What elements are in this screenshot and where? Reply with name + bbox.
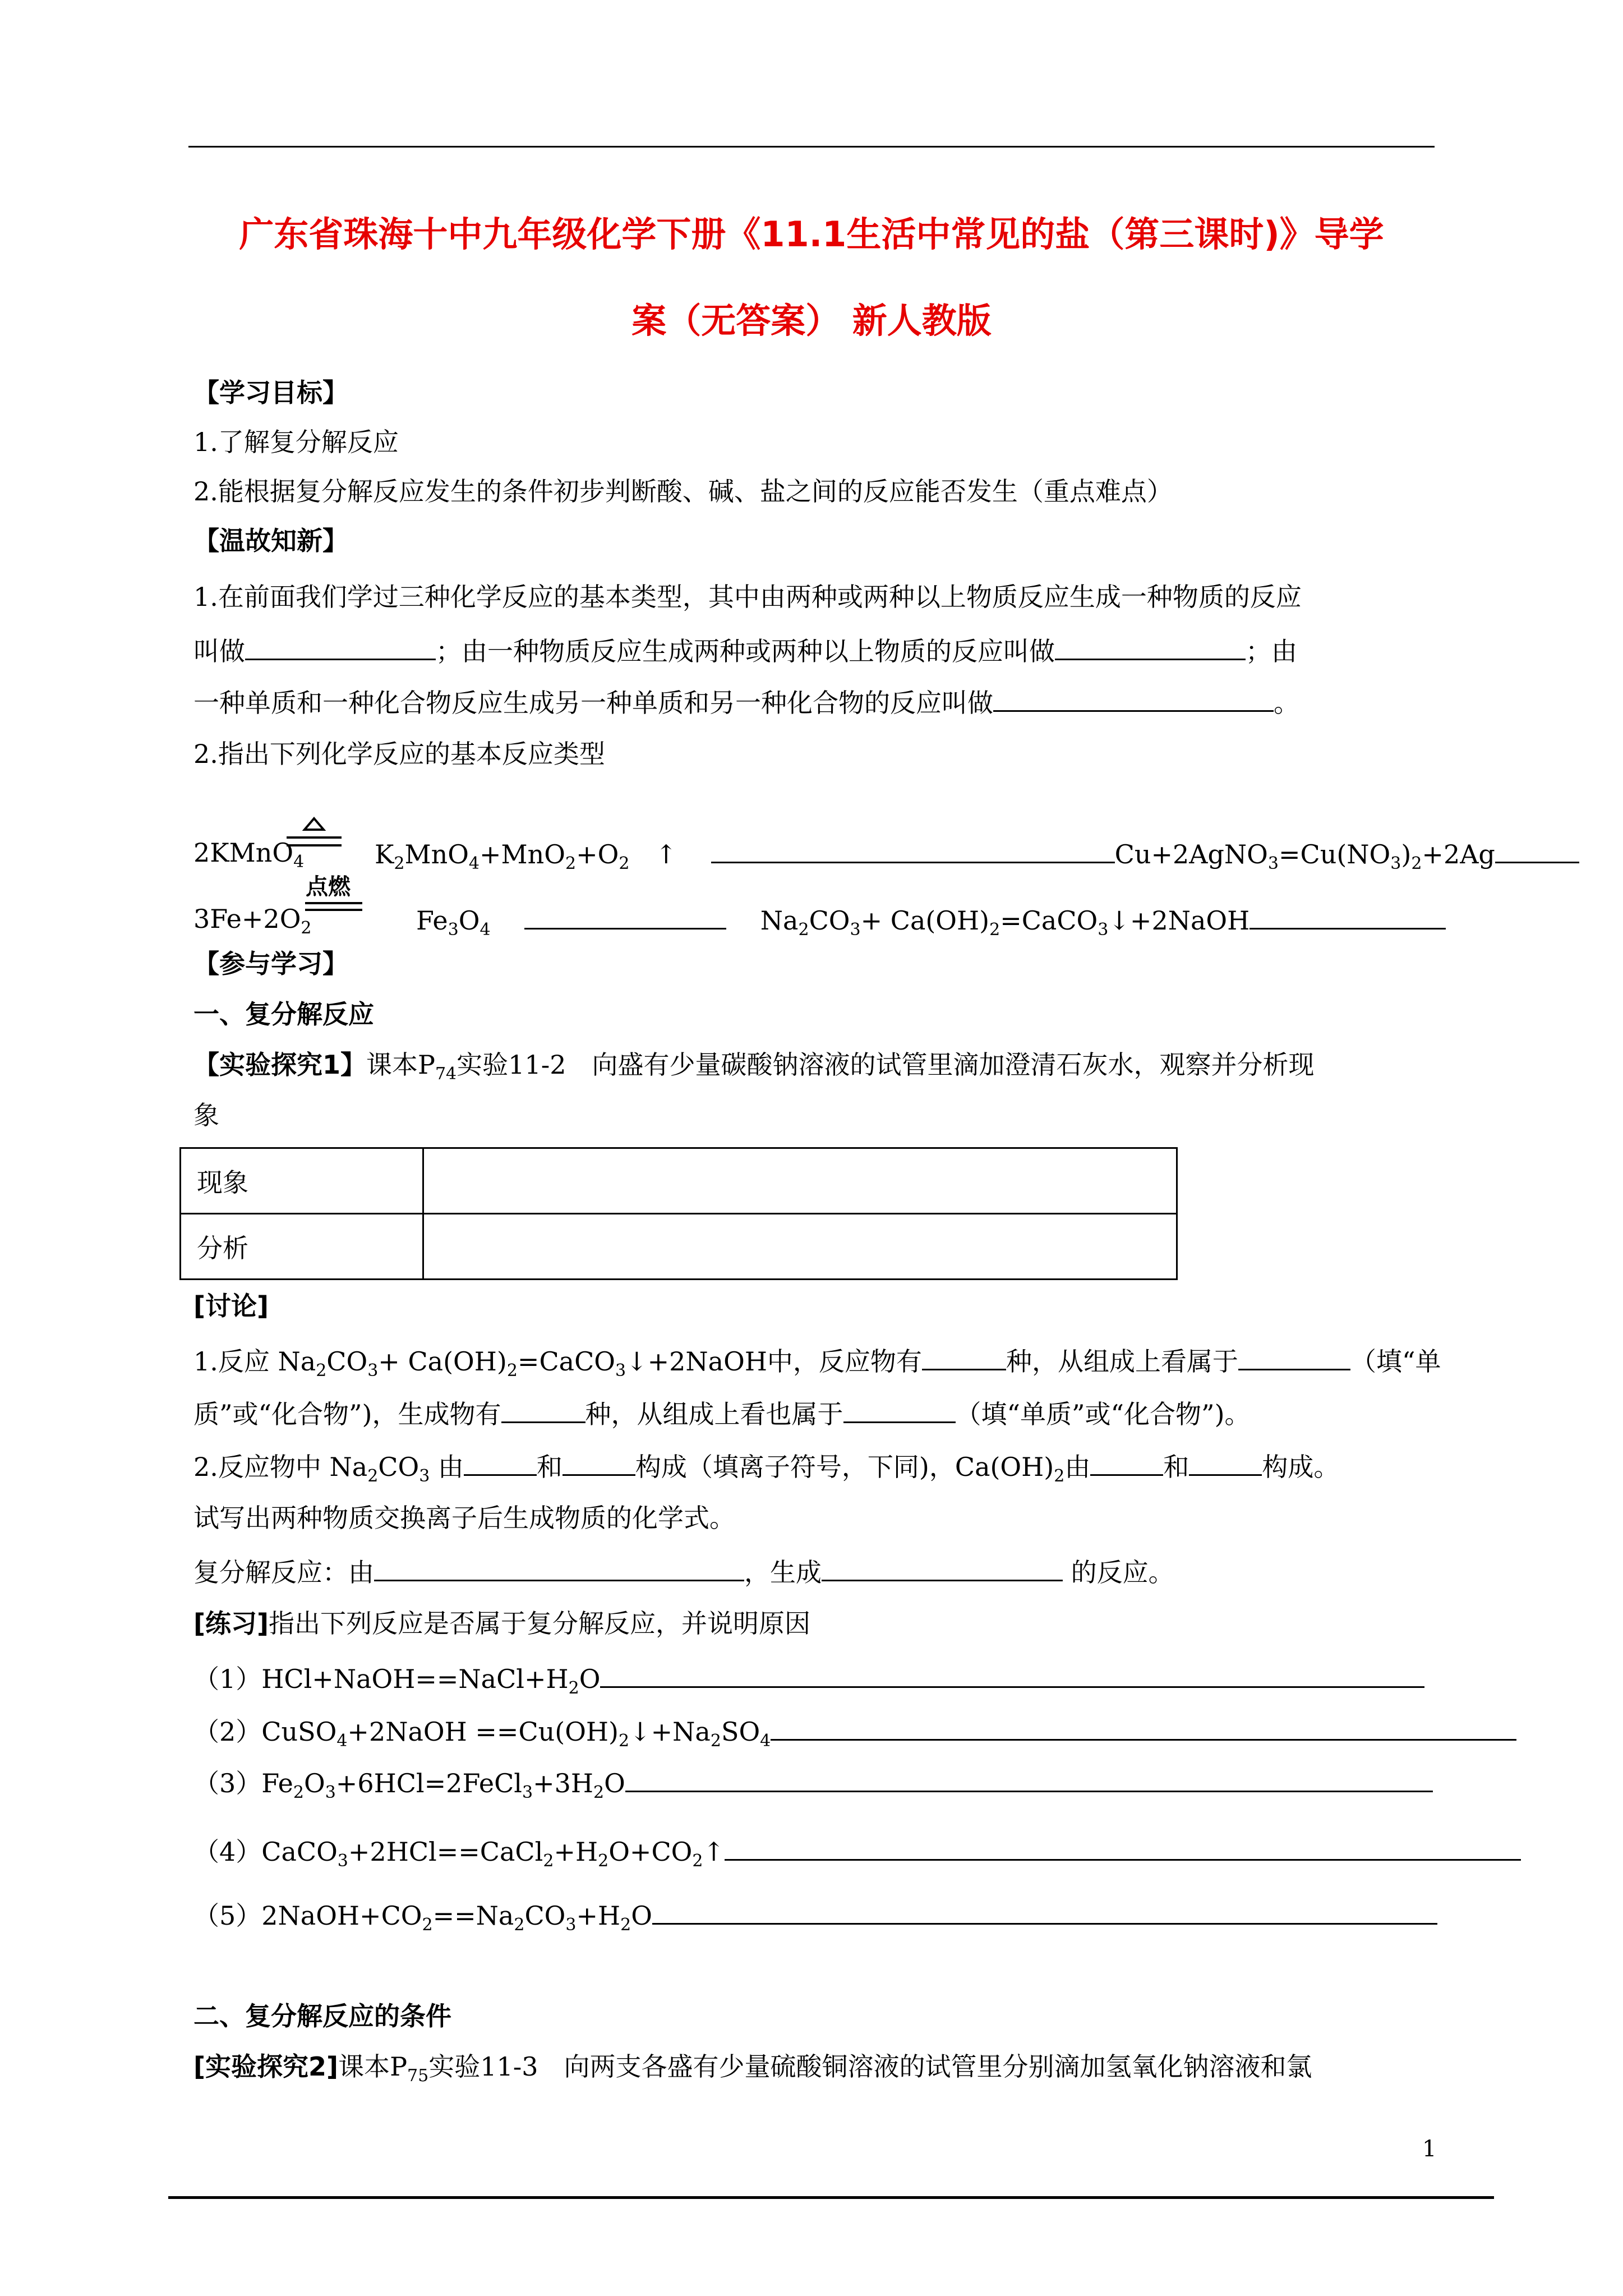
review-q1-line2: 叫做 ；由一种物质反应生成两种或两种以上物质的反应叫做 ；由 (193, 634, 1297, 667)
answer-blank[interactable] (374, 1555, 744, 1581)
practice-item-3: $(3)Fe_2O_3+6HCl=2FeCl_3+3H_2O$ (193, 1766, 1433, 1799)
ignition-condition-label: 点燃 (306, 874, 351, 900)
discuss-q3: 试写出两种物质交换离子后生成物质的化学式。 (193, 1503, 735, 1533)
answer-blank[interactable] (922, 1344, 1006, 1370)
practice-item-1: $(1)HCl+NaOH==NaCl+H_2O$ (193, 1662, 1424, 1695)
answer-blank[interactable] (725, 1834, 1521, 1861)
equation-fe-left: $3Fe+2O_2$ (193, 904, 312, 938)
equals-sign-icon (303, 901, 365, 912)
answer-blank[interactable] (711, 837, 1115, 863)
definition-line: 复分解反应：由 ，生成 的反应。 (193, 1555, 1174, 1588)
table-row (181, 1148, 1177, 1214)
answer-blank[interactable] (464, 1450, 537, 1476)
answer-blank[interactable] (652, 1898, 1437, 1925)
table-label: 现象 (181, 1148, 423, 1214)
answer-blank[interactable] (1090, 1450, 1163, 1476)
doc-title-line1: 广东省珠海十中九年级化学下册《11.1生活中常见的盐（第三课时)》导学 (239, 214, 1384, 255)
section1-heading: 一、复分解反应 (193, 999, 374, 1029)
discuss-q1-line1: 1.反应 $Na_2CO_3+$ $Ca(OH)_2=CaCO_3↓+2NaOH$中，反应物有 种，从组成上看属于 （填“单 (193, 1344, 1441, 1377)
doc-title-line2: 案（无答案） 新人教版 (631, 300, 992, 341)
discuss-q2: 2.反应物中 $Na_2CO_3$ 由 和 构成（填离子符号，下同)，$Ca(OH)_2$由 和 构成。 (193, 1450, 1339, 1483)
equation-kmno4-left: 2KMnO$_4$ (193, 838, 305, 872)
answer-blank[interactable] (625, 1766, 1433, 1792)
section2-heading: 二、复分解反应的条件 (193, 2001, 451, 2031)
answer-blank[interactable] (524, 903, 726, 930)
heating-condition-icon (283, 816, 345, 855)
answer-blank[interactable] (843, 1397, 956, 1423)
answer-blank[interactable] (1495, 837, 1579, 863)
practice-item-4: $(4)CaCO_3+2HCl==CaCl_2+H_2O+CO_2↑$ (193, 1834, 1521, 1867)
answer-blank[interactable] (1189, 1450, 1262, 1476)
answer-cell[interactable] (423, 1214, 1177, 1280)
answer-cell[interactable] (423, 1148, 1177, 1214)
experiment1-line1: 【实验探究1】课本$P_{74}$实验11-2 向盛有少量碳酸钠溶液的试管里滴加澄清石灰水，观察并分析现 (193, 1050, 1315, 1084)
table-label: 分析 (181, 1214, 423, 1280)
review-q1-line3: 一种单质和一种化合物反应生成另一种单质和另一种化合物的反应叫做 。 (193, 685, 1299, 719)
answer-blank[interactable] (822, 1555, 1063, 1581)
footer-rule (168, 2196, 1494, 2199)
answer-blank[interactable] (501, 1397, 585, 1423)
review-heading: 【温故知新】 (193, 526, 348, 556)
review-q1-line1: 1.在前面我们学过三种化学反应的基本类型，其中由两种或两种以上物质反应生成一种物质的反应 (193, 582, 1302, 612)
goals-heading: 【学习目标】 (193, 378, 348, 408)
answer-blank[interactable] (562, 1450, 635, 1476)
table-row (181, 1214, 1177, 1280)
page-number: 1 (1422, 2136, 1437, 2162)
equation-fe-right: $Fe_3O_4$ $Na_2CO_3+$ $Ca(OH)_2=CaCO_3↓+2NaOH$ (416, 903, 1446, 936)
answer-blank[interactable] (1238, 1344, 1350, 1370)
experiment2-line: [实验探究2]课本$P_{75}$实验11-3 向两支各盛有少量硫酸铜溶液的试管里分别滴加氢氧化钠溶液和氯 (193, 2051, 1312, 2086)
answer-blank[interactable] (600, 1662, 1424, 1688)
observation-table (179, 1147, 1178, 1280)
discuss-heading: [讨论] (193, 1291, 269, 1321)
answer-blank[interactable] (1055, 634, 1246, 660)
answer-blank[interactable] (771, 1714, 1516, 1741)
experiment1-line2: 象 (193, 1100, 219, 1130)
answer-blank[interactable] (245, 634, 436, 660)
answer-blank[interactable] (993, 685, 1274, 712)
review-q2: 2.指出下列化学反应的基本反应类型 (193, 739, 605, 769)
discuss-q1-line2: 质”或“化合物”)，生成物有 种，从组成上看也属于 （填“单质”或“化合物”)。 (193, 1397, 1251, 1430)
practice-item-2: （2）CuSO$_4$+2NaOH $==Cu(OH)_2↓+Na_2SO_4$ (193, 1714, 1516, 1747)
header-rule (188, 146, 1435, 148)
equation-kmno4-right: $K_2MnO_4+MnO_2+O_2$ ↑ $Cu+2AgNO_3=Cu(NO_3)_2+2Ag$ (375, 837, 1579, 870)
answer-blank[interactable] (1249, 903, 1446, 930)
practice-instruction: [练习]指出下列反应是否属于复分解反应，并说明原因 (193, 1608, 811, 1639)
goal-item-2: 2.能根据复分解反应发生的条件初步判断酸、碱、盐之间的反应能否发生（重点难点） (193, 476, 1173, 507)
participate-heading: 【参与学习】 (193, 949, 348, 979)
goal-item-1: 1.了解复分解反应 (193, 427, 399, 457)
practice-item-5: $(5)2NaOH+CO_2==Na_2CO_3+H_2O$ (193, 1898, 1437, 1931)
